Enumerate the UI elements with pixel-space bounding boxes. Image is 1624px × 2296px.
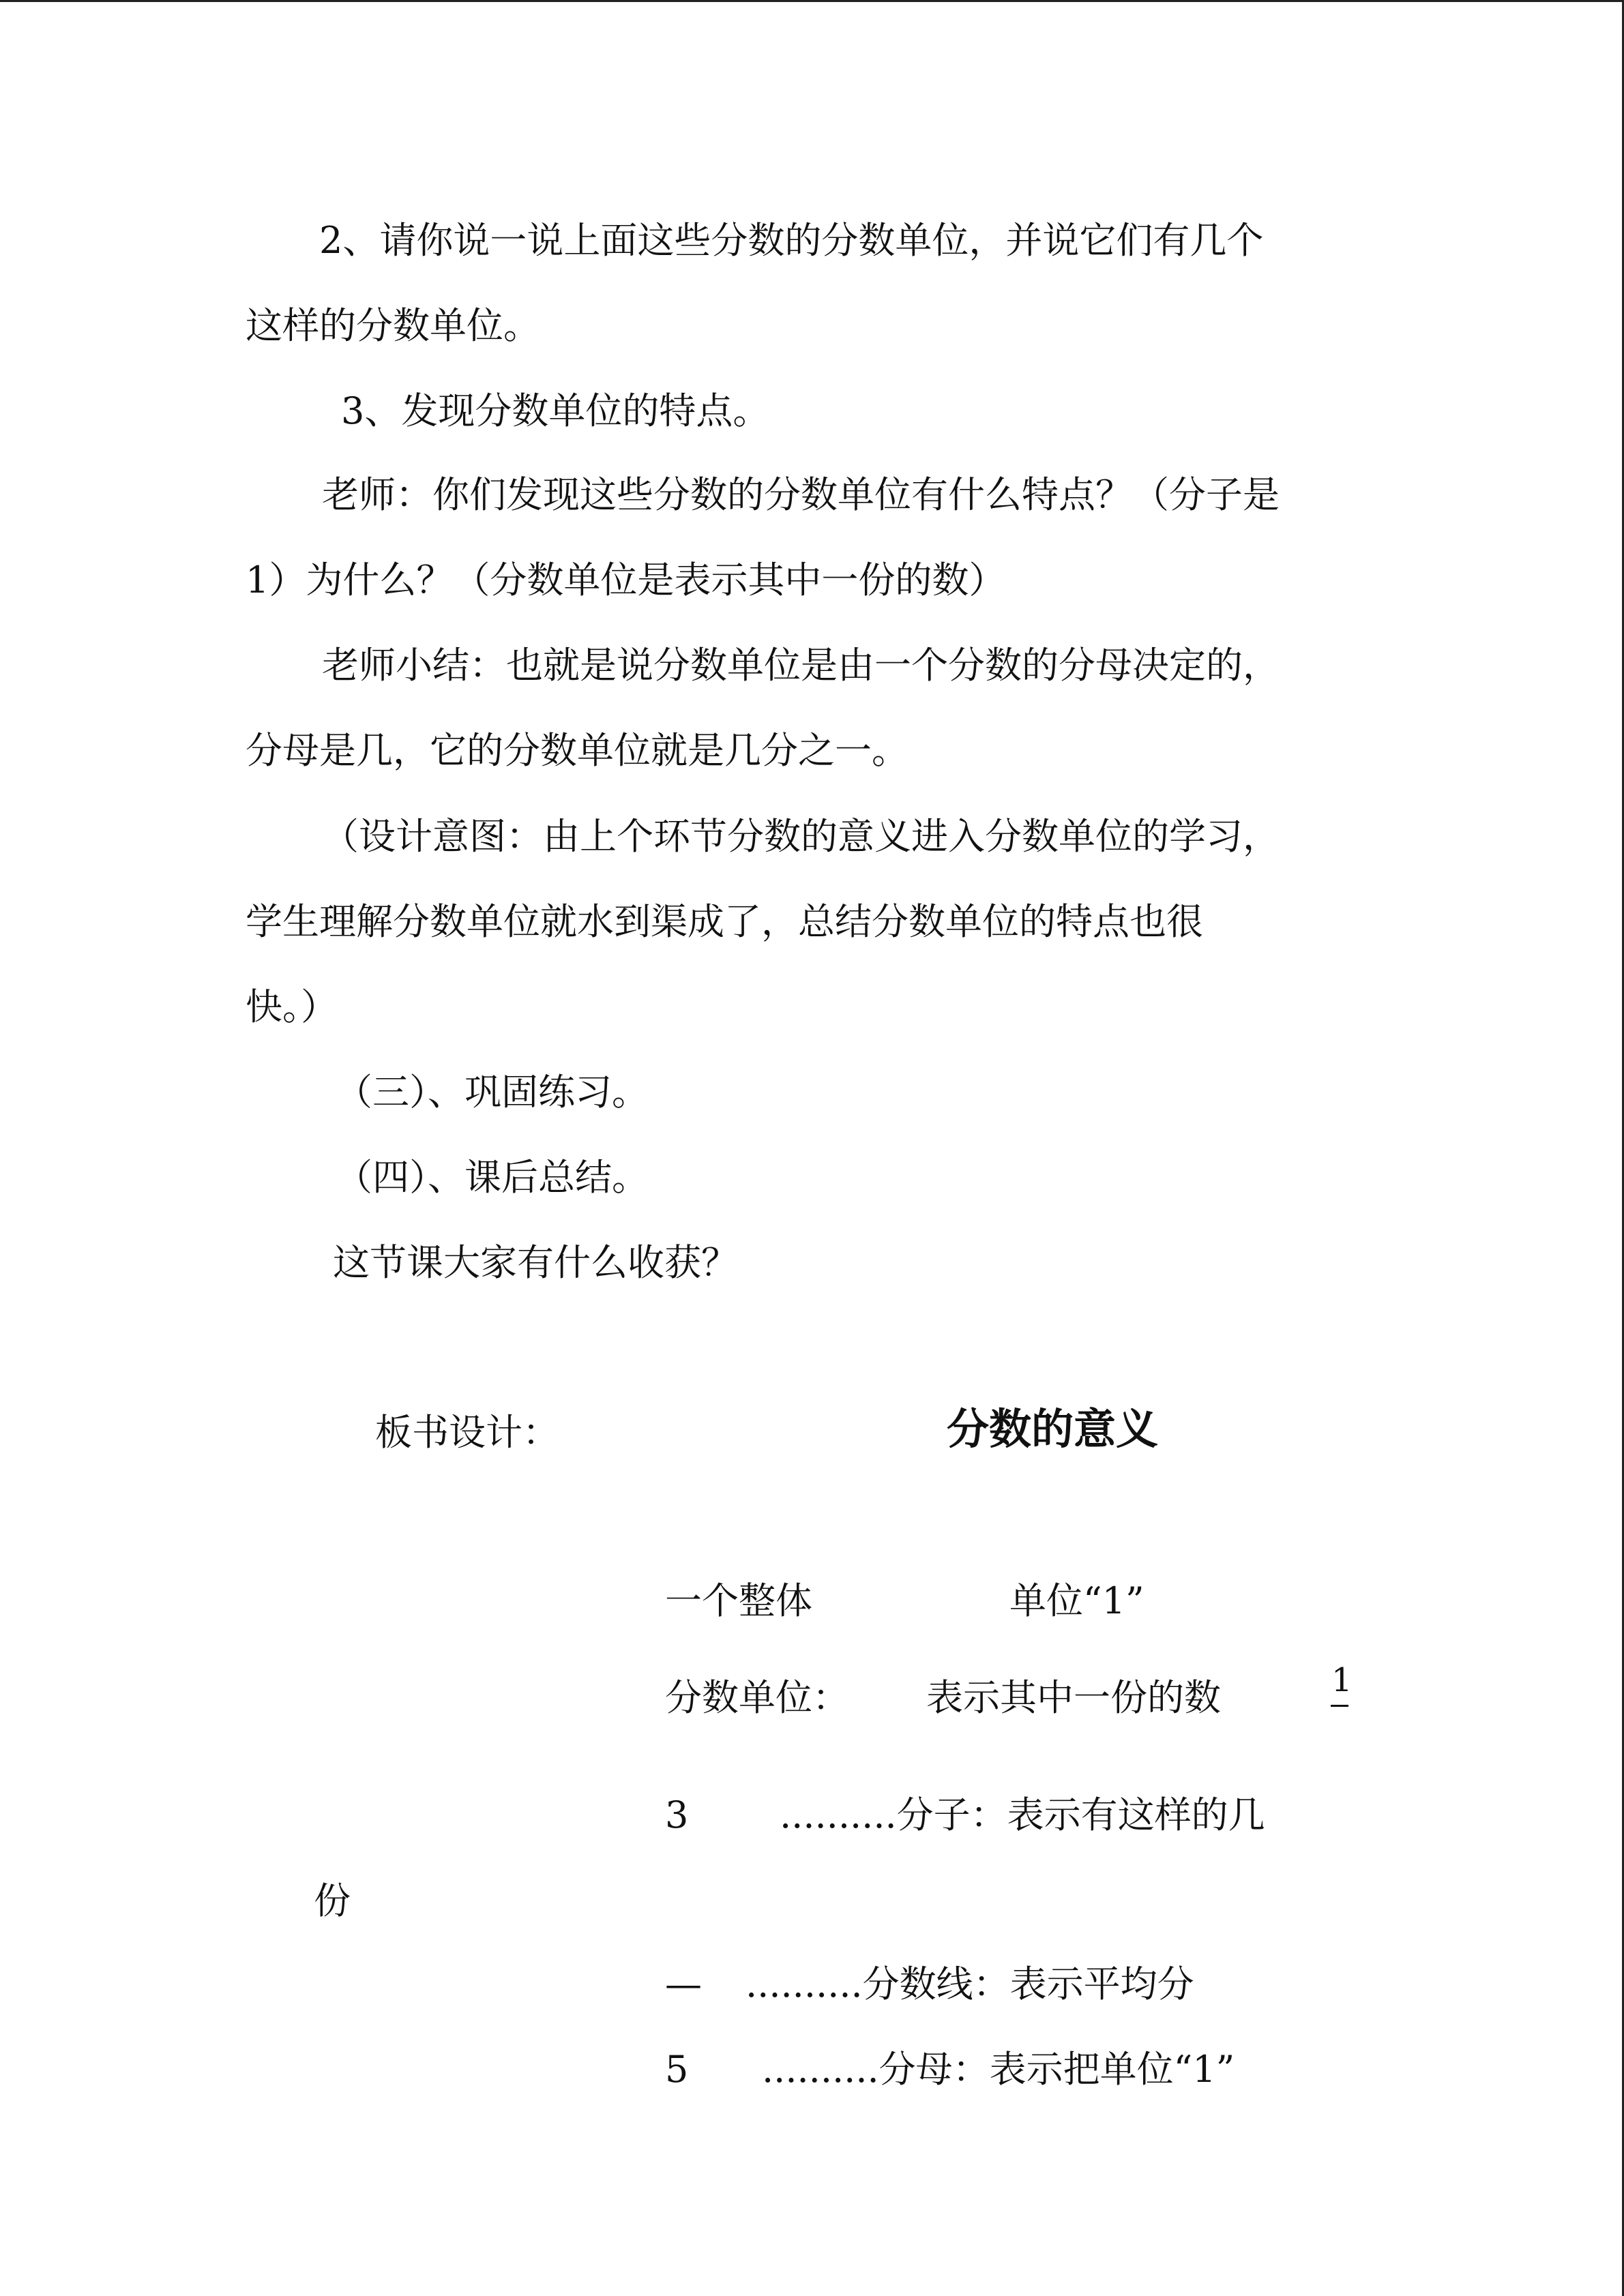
- numerator-explanation-wrap: 份: [314, 1879, 351, 1922]
- top-border: [0, 0, 1624, 2]
- board-design-label: 板书设计：: [375, 1411, 559, 1454]
- board-title: 分数的意义: [947, 1404, 1159, 1454]
- design-intent-line-1: （设计意图：由上个环节分数的意义进入分数单位的学习，: [322, 815, 1280, 858]
- paragraph-2-line-2: 这样的分数单位。: [246, 304, 540, 347]
- fraction-line-symbol: —: [665, 1963, 702, 2006]
- board-fraction-unit-desc: 表示其中一份的数: [926, 1676, 1221, 1719]
- teacher-summary-line-2: 分母是几，它的分数单位就是几分之一。: [246, 729, 909, 772]
- board-row-unit-one: 单位“1”: [1009, 1579, 1145, 1622]
- numerator-value: 3: [665, 1793, 689, 1836]
- unit-fraction-numerator: 1: [1331, 1661, 1353, 1699]
- denominator-explanation: ..........分母：表示把单位“1”: [762, 2048, 1235, 2091]
- teacher-question-line-2: 1）为什么？（分数单位是表示其中一份的数）: [246, 558, 1006, 601]
- denominator-value: 5: [665, 2048, 689, 2091]
- design-intent-line-3: 快。）: [246, 985, 338, 1028]
- paragraph-2-line-1: 2、请你说一说上面这些分数的分数单位，并说它们有几个: [319, 219, 1264, 262]
- teacher-summary-line-1: 老师小结：也就是说分数单位是由一个分数的分母决定的，: [322, 644, 1280, 687]
- board-row-whole: 一个整体: [665, 1579, 812, 1622]
- teacher-question-line-1: 老师：你们发现这些分数的分数单位有什么特点？（分子是: [322, 473, 1280, 516]
- design-intent-line-2: 学生理解分数单位就水到渠成了，总结分数单位的特点也很: [246, 900, 1203, 943]
- fraction-line-explanation: ..........分数线：表示平均分: [745, 1963, 1194, 2006]
- section-summary: （四）、课后总结。: [336, 1156, 649, 1199]
- unit-fraction-bar: [1331, 1705, 1348, 1707]
- numerator-explanation: ..........分子：表示有这样的几: [780, 1793, 1265, 1836]
- section-consolidation: （三）、巩固练习。: [336, 1071, 649, 1114]
- board-fraction-unit-label: 分数单位：: [665, 1676, 849, 1719]
- paragraph-3: 3、发现分数单位的特点。: [341, 389, 770, 432]
- closing-question: 这节课大家有什么收获？: [333, 1241, 738, 1284]
